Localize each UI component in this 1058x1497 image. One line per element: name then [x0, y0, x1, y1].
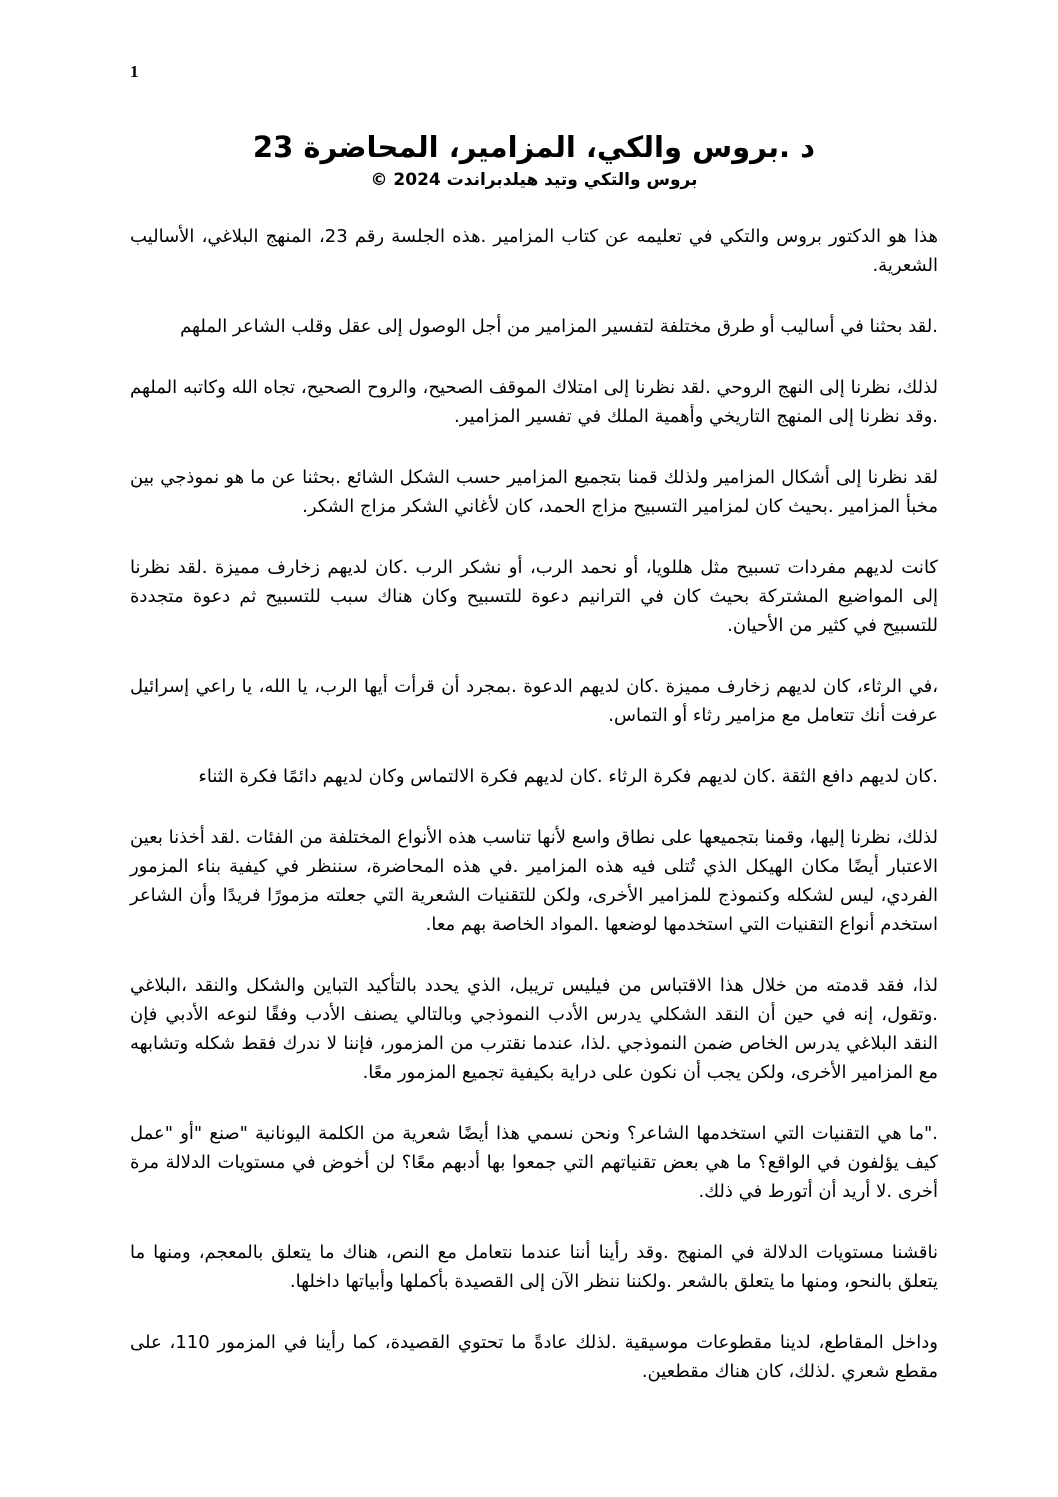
paragraph: ."ما هي التقنيات التي استخدمها الشاعر؟ ونحن نسمي هذا أيضًا شعرية من الكلمة اليونانية "صنع "أو "عمل كيف يؤلفون في الواقع؟ ما هي بعض تقنياتهم التي جمعوا بها أدبهم معًا؟ لن أخوض في مستويات الدلالة مرة أخرى .لا أريد أن أتورط في ذلك. — [130, 1123, 938, 1202]
paragraph: هذا هو الدكتور بروس والتكي في تعليمه عن كتاب المزامير .هذه الجلسة رقم 23، المنهج البلاغي، الأساليب الشعرية. — [130, 226, 938, 276]
paragraph: لذلك، نظرنا إلى النهج الروحي .لقد نظرنا إلى امتلاك الموقف الصحيح، والروح الصحيح، تجاه الله وكاتبه الملهم .وقد نظرنا إلى المنهج التاريخي وأهمية الملك في تفسير المزامير. — [130, 377, 938, 427]
document-body — [130, 222, 938, 1418]
page-number: 1 — [130, 62, 139, 81]
document-header — [130, 128, 938, 192]
document-subtitle: بروس والتكي وتيد هيلدبراندت 2024 © — [370, 170, 698, 190]
paragraph: لذا، فقد قدمته من خلال هذا الاقتباس من فيليس تريبل، الذي يحدد بالتأكيد التباين والشكل والنقد ،البلاغي .وتقول، إنه في حين أن النقد الشكلي يدرس الأدب النموذجي وبالتالي يصنف الأدب وفقًا لنوعه الأدبي فإن النقد البلاغي يدرس الخاص ضمن النموذجي .لذا، عندما نقترب من المزمور، فإننا لا ندرك فقط شكله وتشابهه مع المزامير الأخرى، ولكن يجب أن نكون على دراية بكيفية تجميع المزمور معًا. — [130, 975, 938, 1083]
paragraph: .لقد بحثنا في أساليب أو طرق مختلفة لتفسير المزامير من أجل الوصول إلى عقل وقلب الشاعر الملهم — [180, 316, 938, 337]
paragraph: .كان لديهم دافع الثقة .كان لديهم فكرة الرثاء .كان لديهم فكرة الالتماس وكان لديهم دائمًا فكرة الثناء — [198, 766, 938, 787]
paragraph: كانت لديهم مفردات تسبيح مثل هللويا، أو نحمد الرب، أو نشكر الرب .كان لديهم زخارف مميزة .لقد نظرنا إلى المواضيع المشتركة بحيث كان في الترانيم دعوة للتسبيح وكان هناك سبب للتسبيح ثم دعوة متجددة للتسبيح في كثير من الأحيان. — [130, 557, 938, 636]
paragraph: لقد نظرنا إلى أشكال المزامير ولذلك قمنا بتجميع المزامير حسب الشكل الشائع .بحثنا عن ما هو نموذجي بين مخبأ المزامير .بحيث كان لمزامير التسبيح مزاج الحمد، كان لأغاني الشكر مزاج الشكر. — [130, 467, 938, 517]
document-title: د .بروس والكي، المزامير، المحاضرة 23 — [252, 130, 816, 164]
paragraph: لذلك، نظرنا إليها، وقمنا بتجميعها على نطاق واسع لأنها تناسب هذه الأنواع المختلفة من الفئات .لقد أخذنا بعين الاعتبار أيضًا مكان الهيكل الذي تُتلى فيه هذه المزامير .في هذه المحاضرة، سننظر في كيفية بناء المزمور الفردي، ليس لشكله وكنموذج للمزامير الأخرى، ولكن للتقنيات الشعرية التي جعلته مزمورًا فريدًا وأن الشاعر استخدم أنواع التقنيات التي استخدمها لوضعها .المواد الخاصة بهم معا. — [130, 827, 938, 935]
paragraph: ناقشنا مستويات الدلالة في المنهج .وقد رأينا أننا عندما نتعامل مع النص، هناك ما يتعلق بالمعجم، ومنها ما يتعلق بالنحو، ومنها ما يتعلق بالشعر .ولكننا ننظر الآن إلى القصيدة بأكملها وأبياتها داخلها. — [130, 1242, 938, 1292]
paragraph: ،في الرثاء، كان لديهم زخارف مميزة .كان لديهم الدعوة .بمجرد أن قرأت أيها الرب، يا الله، يا راعي إسرائيل عرفت أنك تتعامل مع مزامير رثاء أو التماس. — [130, 676, 938, 726]
paragraph: وداخل المقاطع، لدينا مقطوعات موسيقية .لذلك عادةً ما تحتوي القصيدة، كما رأينا في المزمور 110، على مقطع شعري .لذلك، كان هناك مقطعين. — [130, 1332, 938, 1382]
